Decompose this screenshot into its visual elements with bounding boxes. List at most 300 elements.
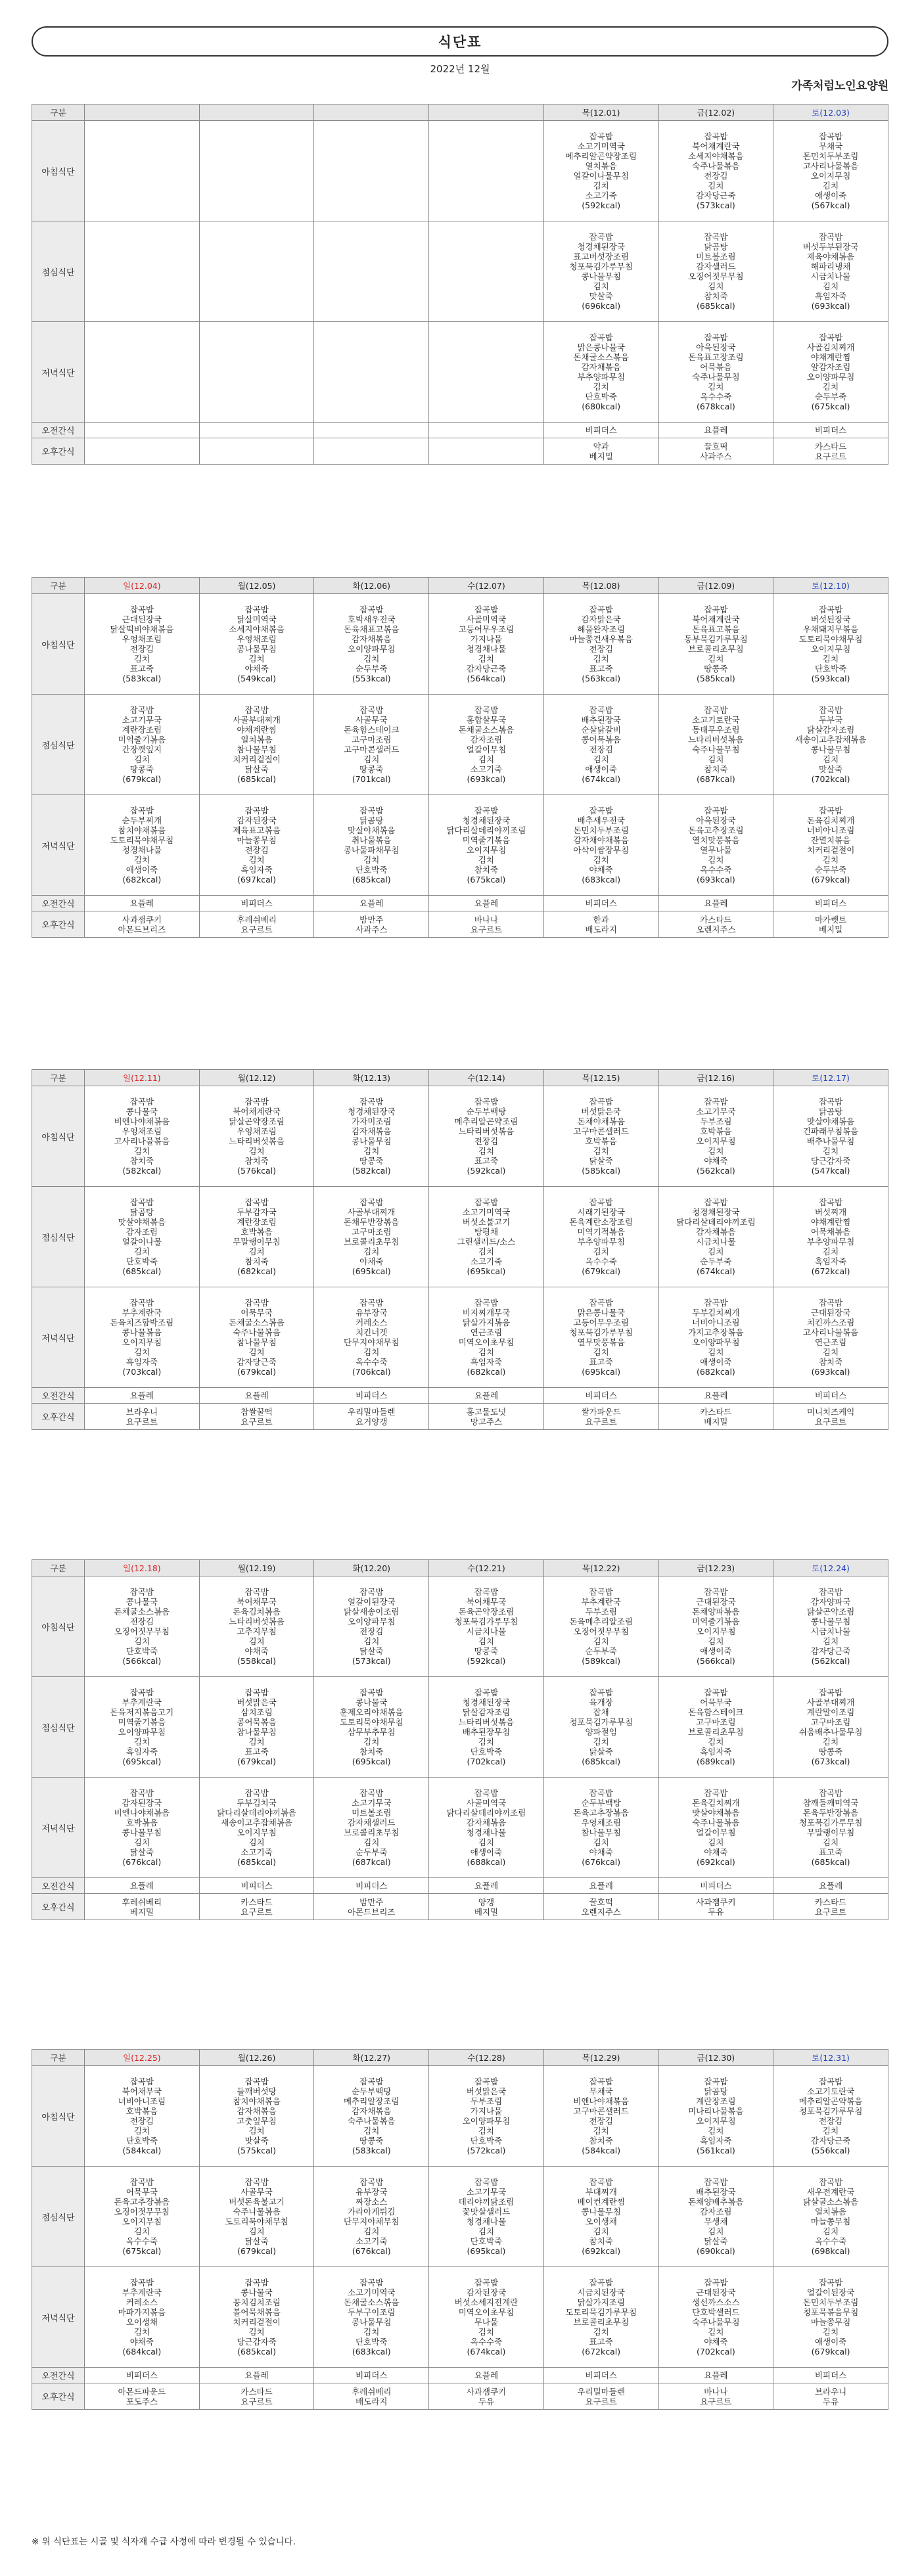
menu-item: 잡곡밥 bbox=[589, 806, 613, 816]
menu-item: 북어채무국 bbox=[466, 1597, 507, 1607]
menu-cell: 요플레 bbox=[543, 1878, 658, 1894]
menu-item: 도토리묵김가루무침 bbox=[565, 2307, 637, 2317]
menu-item: 잡곡밥 bbox=[589, 1587, 613, 1597]
menu-item: 잡곡밥 bbox=[818, 1587, 843, 1597]
menu-item: 참치죽 bbox=[589, 2136, 613, 2146]
menu-item: (575kcal) bbox=[237, 2146, 276, 2155]
meal-row-breakfast bbox=[32, 1086, 888, 1187]
menu-item: 콩나물국 bbox=[126, 1107, 158, 1116]
day-header bbox=[429, 104, 544, 121]
menu-item: 청경채나물 bbox=[122, 845, 162, 855]
menu-cell bbox=[543, 1677, 658, 1778]
menu-item: 김치 bbox=[823, 382, 839, 392]
menu-cell bbox=[658, 2267, 773, 2368]
menu-item: 잡곡밥 bbox=[589, 2278, 613, 2288]
menu-cell bbox=[199, 121, 314, 221]
menu-item: 잡곡밥 bbox=[704, 131, 728, 141]
menu-cell bbox=[429, 121, 544, 221]
menu-item: 카스타드 bbox=[700, 914, 732, 925]
menu-item: 잡곡밥 bbox=[129, 705, 154, 715]
menu-item: 단호박죽 bbox=[356, 865, 388, 875]
menu-item: 두유 bbox=[708, 1906, 724, 1917]
menu-item: 육개장 bbox=[589, 1697, 613, 1707]
menu-item: 순두부죽 bbox=[700, 1256, 732, 1266]
menu-item: (585kcal) bbox=[696, 674, 735, 683]
menu-item: (562kcal) bbox=[696, 1166, 735, 1176]
menu-item: 김치 bbox=[248, 1737, 265, 1747]
menu-item: 커레소스 bbox=[126, 2297, 158, 2307]
menu-cell bbox=[429, 1187, 544, 1287]
menu-item: 브라우니 bbox=[126, 1406, 158, 1417]
menu-item: 오이지무침 bbox=[237, 1828, 277, 1837]
menu-item: 옥수수죽 bbox=[126, 2236, 158, 2246]
menu-item: 우엉채조림 bbox=[237, 634, 277, 644]
menu-item: 김치 bbox=[363, 654, 380, 664]
menu-item: (675kcal) bbox=[811, 402, 850, 411]
menu-cell bbox=[658, 695, 773, 795]
menu-item: 잡곡밥 bbox=[244, 1788, 269, 1798]
menu-item: 찹쌀꿀떡 bbox=[241, 1406, 273, 1417]
menu-item: 순두부백탕 bbox=[352, 2086, 392, 2096]
menu-item: 잡곡밥 bbox=[818, 1788, 843, 1798]
menu-item: (675kcal) bbox=[122, 2246, 162, 2256]
menu-item: 땅콩죽 bbox=[704, 664, 728, 674]
menu-item: 잡곡밥 bbox=[704, 1587, 728, 1597]
menu-cell bbox=[543, 221, 658, 322]
menu-item: 맛살야채볶음 bbox=[348, 825, 396, 835]
menu-cell bbox=[429, 2383, 544, 2410]
menu-item: 김치 bbox=[133, 1837, 150, 1847]
day-header: 목(12.01) bbox=[543, 104, 658, 121]
menu-item: 숙주나물볶음 bbox=[233, 1327, 281, 1337]
menu-cell bbox=[429, 1576, 544, 1677]
menu-item: 사과주스 bbox=[700, 451, 732, 461]
menu-item: 감자채샐러드 bbox=[348, 1818, 396, 1828]
menu-item: 김치 bbox=[363, 1636, 380, 1646]
menu-cell: 요플레 bbox=[199, 1388, 314, 1404]
menu-item: 잡곡밥 bbox=[589, 1097, 613, 1107]
menu-item: 배추된장국 bbox=[581, 715, 621, 725]
menu-cell: 요플레 bbox=[658, 896, 773, 911]
menu-item: 전장김 bbox=[129, 1617, 154, 1626]
menu-item: 두부김치국 bbox=[237, 1798, 277, 1808]
week-header-row bbox=[32, 2050, 888, 2066]
menu-item: 호박볶음 bbox=[700, 1126, 732, 1136]
menu-item: 우리밀마들렌 bbox=[348, 1406, 396, 1417]
menu-item: 요구르트 bbox=[814, 1906, 847, 1917]
menu-cell bbox=[773, 1576, 888, 1677]
menu-item: 순두부죽 bbox=[356, 664, 388, 674]
day-header: 목(12.22) bbox=[543, 1560, 658, 1576]
week-table bbox=[32, 577, 888, 938]
menu-item: 배추나물무침 bbox=[806, 1136, 855, 1146]
menu-item: (576kcal) bbox=[237, 1166, 276, 1176]
menu-cell bbox=[314, 423, 429, 438]
day-header bbox=[85, 104, 200, 121]
menu-cell bbox=[85, 1404, 200, 1430]
menu-item: 오징어젓무무침 bbox=[573, 1626, 629, 1636]
menu-item: 맑은콩나물국 bbox=[577, 1308, 625, 1318]
menu-item: 해파리냉채 bbox=[810, 262, 851, 271]
day-header bbox=[314, 104, 429, 121]
menu-item: 김치 bbox=[478, 1347, 495, 1357]
menu-item: 단호박죽 bbox=[585, 392, 617, 402]
menu-cell bbox=[85, 1778, 200, 1878]
menu-cell bbox=[85, 2167, 200, 2267]
menu-item: 김치 bbox=[823, 654, 839, 664]
menu-cell bbox=[773, 438, 888, 465]
menu-item: 근대된장국 bbox=[810, 1308, 851, 1318]
menu-item: 베이컨계란찜 bbox=[577, 2197, 625, 2207]
menu-item: 브로콜리초무침 bbox=[573, 2317, 629, 2327]
menu-item: 김치 bbox=[363, 855, 380, 865]
menu-item: 오이양파무침 bbox=[348, 644, 396, 654]
menu-item: 얼갈이나물 bbox=[122, 1237, 162, 1247]
menu-cell bbox=[199, 322, 314, 423]
menu-item: 소세지야채볶음 bbox=[688, 151, 744, 161]
menu-item: 애생이죽 bbox=[700, 1646, 732, 1656]
menu-item: 감자맑은국 bbox=[581, 614, 621, 624]
menu-item: 김치 bbox=[478, 654, 495, 664]
menu-item: (685kcal) bbox=[352, 875, 391, 885]
day-header: 일(12.18) bbox=[85, 1560, 200, 1576]
menu-item: 청경채된장국 bbox=[577, 242, 625, 252]
menu-cell bbox=[543, 1086, 658, 1187]
menu-item: (672kcal) bbox=[811, 1266, 850, 1276]
menu-item: 소고기죽 bbox=[470, 1256, 503, 1266]
menu-item: 김치 bbox=[478, 2126, 495, 2136]
menu-item: 베지밀 bbox=[704, 1416, 728, 1427]
menu-item: 참치죽 bbox=[474, 865, 499, 875]
day-header: 수(12.28) bbox=[429, 2050, 544, 2066]
menu-item: (556kcal) bbox=[811, 2146, 850, 2155]
menu-item: (674kcal) bbox=[582, 774, 621, 784]
menu-item: 애생이죽 bbox=[585, 764, 617, 774]
menu-item: 옥수수죽 bbox=[585, 1256, 617, 1266]
menu-item: 잡곡밥 bbox=[818, 1298, 843, 1308]
menu-item: 잡곡밥 bbox=[818, 1688, 843, 1697]
menu-item: 돈육저지볶음고기 bbox=[110, 1707, 174, 1717]
menu-item: 흑임자죽 bbox=[126, 1747, 158, 1757]
menu-item: 콩나물무침 bbox=[352, 2317, 392, 2327]
menu-item: 잡곡밥 bbox=[818, 2278, 843, 2288]
week-table bbox=[32, 1559, 888, 1920]
menu-item: 잡곡밥 bbox=[129, 2077, 154, 2086]
menu-item: 사골김치찌개 bbox=[806, 342, 855, 352]
menu-item: (690kcal) bbox=[696, 2246, 735, 2256]
menu-item: 사골부대찌개 bbox=[806, 1697, 855, 1707]
meal-row-lunch bbox=[32, 221, 888, 322]
menu-item: (685kcal) bbox=[696, 301, 735, 311]
menu-item: 사과잼쿠키 bbox=[122, 914, 162, 925]
menu-cell: 요플레 bbox=[314, 896, 429, 911]
menu-item: 맛살죽 bbox=[589, 291, 613, 301]
menu-item: 김치 bbox=[823, 1636, 839, 1646]
menu-item: 그린샐러드/소스 bbox=[457, 1237, 516, 1247]
menu-item: 잡곡밥 bbox=[359, 1298, 384, 1308]
menu-item: 마늘쫑건새우볶음 bbox=[569, 634, 633, 644]
menu-item: 야채죽 bbox=[704, 2337, 728, 2347]
menu-item: 닭살굴소스볶음 bbox=[802, 2197, 859, 2207]
menu-item: (674kcal) bbox=[467, 2347, 506, 2357]
menu-item: (689kcal) bbox=[696, 1757, 735, 1766]
meal-row-breakfast bbox=[32, 2066, 888, 2167]
meal-label: 점심식단 bbox=[32, 221, 85, 322]
menu-item: 감자당근죽 bbox=[466, 664, 507, 674]
menu-item: 열치볶음 bbox=[241, 735, 273, 745]
menu-item: 전장김 bbox=[818, 2116, 843, 2126]
menu-cell bbox=[429, 1086, 544, 1187]
menu-item: 애생이죽 bbox=[814, 191, 847, 200]
menu-item: 무생채 bbox=[704, 2217, 728, 2226]
menu-item: 시금치된장국 bbox=[577, 2288, 625, 2297]
menu-item: 오이양파무침 bbox=[462, 2116, 511, 2126]
menu-item: 소세지야채볶음 bbox=[229, 624, 285, 634]
menu-item: 잡곡밥 bbox=[359, 2177, 384, 2187]
menu-item: 열치볶음 bbox=[814, 2207, 847, 2217]
menu-item: 소고기무국 bbox=[352, 1798, 392, 1808]
menu-item: 포도주스 bbox=[126, 2396, 158, 2406]
menu-cell bbox=[85, 2066, 200, 2167]
menu-item: (692kcal) bbox=[582, 2246, 621, 2256]
menu-item: 브로콜리초무침 bbox=[343, 1237, 400, 1247]
day-header: 화(12.13) bbox=[314, 1070, 429, 1086]
menu-item: 고사리나물볶음 bbox=[802, 1327, 859, 1337]
menu-item: 김치 bbox=[363, 2126, 380, 2136]
menu-item: 감자조림 bbox=[470, 735, 503, 745]
menu-item: (592kcal) bbox=[467, 1166, 506, 1176]
menu-item: 잡곡밥 bbox=[129, 2177, 154, 2187]
menu-item: 버섯돈육불고기 bbox=[229, 2197, 285, 2207]
menu-item: 콩나물무침 bbox=[352, 1136, 392, 1146]
menu-item: 숙주나물볶음 bbox=[233, 2207, 281, 2217]
menu-item: 순살닭갈비 bbox=[581, 725, 621, 735]
menu-cell bbox=[85, 795, 200, 896]
menu-item: 고구마조림 bbox=[810, 1717, 851, 1727]
menu-cell bbox=[314, 911, 429, 938]
meal-label: 저녁식단 bbox=[32, 795, 85, 896]
menu-item: 잡곡밥 bbox=[359, 1197, 384, 1207]
page-title bbox=[32, 26, 888, 57]
menu-item: 카스타드 bbox=[814, 441, 847, 451]
menu-item: 돈육고추장볶음 bbox=[114, 2197, 170, 2207]
day-header: 토(12.10) bbox=[773, 578, 888, 594]
menu-item: 오징어젓무무침 bbox=[114, 1626, 170, 1636]
menu-cell bbox=[773, 594, 888, 695]
menu-item: 잡곡밥 bbox=[474, 806, 499, 816]
menu-item: 가라아게튀김 bbox=[348, 2207, 396, 2217]
menu-item: 꿀호떡 bbox=[589, 1897, 613, 1907]
menu-item: 우채돼지무볶음 bbox=[802, 624, 859, 634]
menu-cell bbox=[199, 2267, 314, 2368]
menu-item: 잡곡밥 bbox=[474, 1587, 499, 1597]
menu-item: 오이지무침 bbox=[810, 171, 851, 181]
meal-row-lunch bbox=[32, 1187, 888, 1287]
meal-label: 오전간식 bbox=[32, 1388, 85, 1404]
menu-item: 고등어무우조림 bbox=[458, 624, 515, 634]
menu-cell bbox=[199, 1086, 314, 1187]
menu-item: (679kcal) bbox=[811, 875, 850, 885]
menu-item: 표고죽 bbox=[589, 1357, 613, 1367]
menu-item: 참치죽 bbox=[589, 2236, 613, 2246]
day-header: 화(12.20) bbox=[314, 1560, 429, 1576]
menu-item: 옥수수죽 bbox=[356, 1357, 388, 1367]
menu-item: 김치 bbox=[133, 654, 150, 664]
menu-cell: 비피더스 bbox=[773, 1388, 888, 1404]
menu-item: 야채계란찜 bbox=[237, 725, 277, 735]
week-table bbox=[32, 104, 888, 465]
menu-item: 잡곡밥 bbox=[474, 605, 499, 614]
menu-cell bbox=[543, 322, 658, 423]
menu-item: 어묵채볶음 bbox=[810, 1227, 851, 1237]
menu-item: 유부장국 bbox=[356, 2187, 388, 2197]
day-header: 금(12.02) bbox=[658, 104, 773, 121]
menu-cell bbox=[85, 2267, 200, 2368]
menu-item: (693kcal) bbox=[811, 1367, 850, 1377]
menu-item: 청포묵김가루무침 bbox=[798, 2106, 863, 2116]
menu-item: 땅콩죽 bbox=[474, 1646, 499, 1656]
menu-cell bbox=[429, 2066, 544, 2167]
menu-item: 계란장조림 bbox=[696, 2096, 736, 2106]
menu-item: 김치 bbox=[708, 1347, 724, 1357]
menu-item: 꿀호떡 bbox=[704, 441, 728, 451]
menu-item: 돈육고추장조림 bbox=[688, 825, 744, 835]
menu-item: 콩나물볶음 bbox=[122, 1327, 162, 1337]
menu-item: 미역기적볶음 bbox=[577, 1227, 625, 1237]
menu-item: 마파가지볶음 bbox=[118, 2307, 166, 2317]
menu-item: 콩나물무침 bbox=[810, 1617, 851, 1626]
menu-cell bbox=[314, 594, 429, 695]
menu-cell bbox=[429, 438, 544, 465]
menu-cell bbox=[314, 1576, 429, 1677]
menu-cell bbox=[543, 2383, 658, 2410]
meal-label: 오전간식 bbox=[32, 2368, 85, 2383]
menu-item: (702kcal) bbox=[811, 774, 850, 784]
menu-item: (566kcal) bbox=[122, 1656, 162, 1666]
menu-item: 김치 bbox=[478, 1146, 495, 1156]
menu-cell bbox=[543, 438, 658, 465]
menu-item: 김치 bbox=[593, 2327, 609, 2337]
menu-cell bbox=[429, 2267, 544, 2368]
menu-item: 김치 bbox=[248, 2226, 265, 2236]
menu-item: 돈채두반장볶음 bbox=[343, 1217, 400, 1227]
meal-label: 점심식단 bbox=[32, 1187, 85, 1287]
menu-cell bbox=[314, 2066, 429, 2167]
menu-item: 김치 bbox=[248, 1837, 265, 1847]
menu-item: 오이양파무침 bbox=[348, 1617, 396, 1626]
menu-item: 너비아니조림 bbox=[118, 2096, 166, 2106]
menu-item: 오이생채 bbox=[585, 2217, 617, 2226]
menu-item: 돈육표고장조림 bbox=[688, 352, 744, 362]
menu-item: 후레쉬베리 bbox=[122, 1897, 162, 1907]
menu-cell bbox=[658, 121, 773, 221]
menu-cell bbox=[429, 1677, 544, 1778]
menu-item: 청경채된장국 bbox=[348, 1107, 396, 1116]
menu-item: 배도라지 bbox=[585, 924, 617, 934]
day-header: 월(12.19) bbox=[199, 1560, 314, 1576]
menu-item: 전장김 bbox=[704, 171, 728, 181]
menu-item: 김치 bbox=[133, 2126, 150, 2136]
menu-item: (683kcal) bbox=[352, 2347, 391, 2357]
menu-item: 요구르트 bbox=[241, 1906, 273, 1917]
menu-item: 청포묵김가루무침 bbox=[569, 262, 633, 271]
menu-cell bbox=[658, 1894, 773, 1920]
menu-item: 느타리버섯볶음 bbox=[458, 1126, 515, 1136]
menu-item: 느타리버섯볶음 bbox=[229, 1136, 285, 1146]
menu-item: 닭살죽 bbox=[244, 2236, 269, 2246]
menu-item: 잡곡밥 bbox=[244, 705, 269, 715]
menu-cell bbox=[773, 795, 888, 896]
menu-cell bbox=[199, 1187, 314, 1287]
menu-item: 미역줄기볶음 bbox=[118, 1717, 166, 1727]
menu-item: 김치 bbox=[593, 855, 609, 865]
menu-item: 흑임자죽 bbox=[814, 1256, 847, 1266]
menu-item: (693kcal) bbox=[696, 875, 735, 885]
menu-cell bbox=[543, 2267, 658, 2368]
menu-cell: 비피더스 bbox=[543, 896, 658, 911]
menu-item: 전장김 bbox=[589, 2116, 613, 2126]
menu-item: 우리밀마들렌 bbox=[577, 2386, 625, 2397]
menu-item: 마늘쫑무침 bbox=[810, 2317, 851, 2327]
menu-item: 잡곡밥 bbox=[474, 2077, 499, 2086]
menu-item: (685kcal) bbox=[811, 1857, 850, 1867]
menu-item: (672kcal) bbox=[582, 2347, 621, 2357]
menu-item: 너비아니조림 bbox=[806, 825, 855, 835]
meal-row-am-snack bbox=[32, 1388, 888, 1404]
menu-item: 잡곡밥 bbox=[589, 1298, 613, 1308]
menu-item: 잡곡밥 bbox=[474, 1097, 499, 1107]
menu-cell bbox=[314, 2167, 429, 2267]
menu-item: 감자채볶음 bbox=[352, 634, 392, 644]
meal-label: 오전간식 bbox=[32, 423, 85, 438]
menu-item: 요거양갱 bbox=[356, 1416, 388, 1427]
menu-item: 미역오이초무침 bbox=[458, 1337, 515, 1347]
menu-item: 메추리알곤약장조림 bbox=[565, 151, 637, 161]
menu-item: 닭살가지볶음 bbox=[462, 1318, 511, 1327]
menu-item: 전장김 bbox=[589, 644, 613, 654]
menu-item: 청포묵김가루무침 bbox=[798, 1818, 863, 1828]
menu-item: 참나물무침 bbox=[237, 745, 277, 754]
menu-cell bbox=[429, 1404, 544, 1430]
menu-item: 짜장소스 bbox=[356, 2197, 388, 2207]
menu-item: 잡곡밥 bbox=[359, 705, 384, 715]
menu-item: 버섯소불고기 bbox=[462, 1217, 511, 1227]
menu-item: (693kcal) bbox=[467, 774, 506, 784]
menu-item: 두부구이조림 bbox=[348, 2307, 396, 2317]
menu-item: 돈육함스테이크 bbox=[688, 1707, 744, 1717]
menu-item: 어묵무국 bbox=[241, 1308, 273, 1318]
menu-item: 표고죽 bbox=[474, 1156, 499, 1166]
menu-item: 잡곡밥 bbox=[244, 1298, 269, 1308]
menu-cell bbox=[199, 1677, 314, 1778]
menu-item: (592kcal) bbox=[582, 200, 621, 210]
menu-cell bbox=[199, 795, 314, 896]
menu-cell bbox=[199, 1404, 314, 1430]
menu-cell bbox=[773, 2383, 888, 2410]
menu-cell bbox=[429, 423, 544, 438]
day-header: 월(12.05) bbox=[199, 578, 314, 594]
menu-item: 김치 bbox=[478, 855, 495, 865]
menu-item: 김치 bbox=[593, 1636, 609, 1646]
menu-item: 해물완자조림 bbox=[577, 624, 625, 634]
menu-item: 시금치나물 bbox=[696, 1237, 736, 1247]
menu-item: 닭다리살데리야끼조림 bbox=[446, 1808, 526, 1818]
menu-item: 잡곡밥 bbox=[244, 1688, 269, 1697]
menu-item: 카스타드 bbox=[241, 2386, 273, 2397]
menu-item: 미역줄기볶음 bbox=[118, 735, 166, 745]
footnote: ※ 위 식단표는 시골 및 식자재 수급 사정에 따라 변경될 수 있습니다. bbox=[32, 2537, 296, 2547]
menu-item: 김치 bbox=[363, 754, 380, 764]
